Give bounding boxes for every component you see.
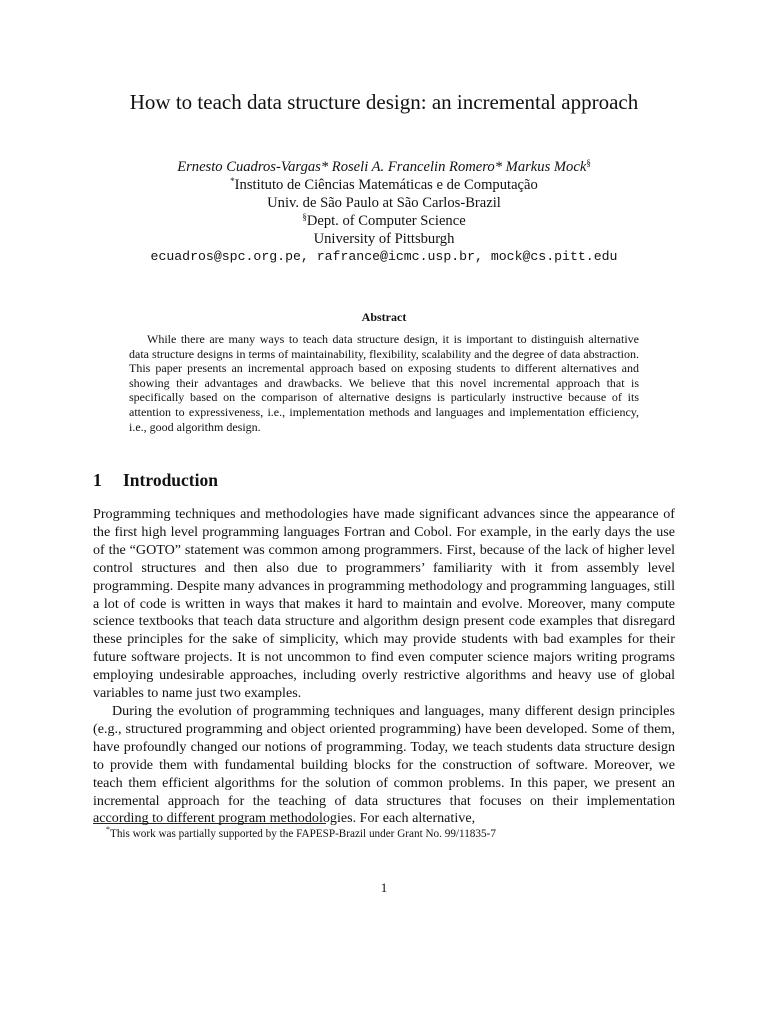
affiliation-2-place: University of Pittsburgh (313, 231, 455, 247)
paragraph-1: Programming techniques and methodologies have made significant advances since the appearance of the first high level programming languages Fortran and Cobol. For example, in the early days the use of the “GOTO” statement was common among programmers. First, because of the lack of higher level control structures and then also due to programmers’ familiarity with it from assembly level programming. Despite many advances in programming methodology and programming languages, still a lot of code is written in ways that makes it hard to maintain and evolve. Moreover, many compute science textbooks that teach data structure and algorithm design present code examples that disregard these principles for the sake of simplicity, which may provide students with bad examples for their future software projects. It is not uncommon to find even computer science majors writing programs employing undesirable approaches, including overly restrictive algorithms and heavy use of global variables to name just two examples. (93, 506, 675, 702)
author-names: Ernesto Cuadros-Vargas* Roseli A. Francelin Romero* Markus Mock (177, 159, 587, 175)
affiliation-1-name: Instituto de Ciências Matemáticas e de Computação (234, 177, 538, 193)
affiliation-2-mark: § (302, 212, 307, 222)
section-title: Introduction (123, 470, 218, 490)
footnote-rule (93, 823, 326, 824)
author-emails: ecuadros@spc.org.pe, rafrance@icmc.usp.br, mock@cs.pitt.edu (150, 249, 618, 264)
section-body (93, 506, 675, 828)
section-heading (93, 470, 218, 491)
affiliation-1-place: Univ. de São Paulo at São Carlos-Brazil (267, 195, 501, 211)
paper-title: How to teach data structure design: an incremental approach (129, 90, 639, 114)
footnote (106, 827, 496, 841)
author-block (60, 158, 708, 266)
affiliation-1 (60, 176, 708, 194)
abstract-heading: Abstract (361, 310, 407, 324)
footnote-mark: * (106, 825, 110, 834)
abstract-text: While there are many ways to teach data structure design, it is important to distinguish alternative data structure designs in terms of maintainability, flexibility, scalability and the degree of data abstraction. This paper presents an incremental approach based on exposing students to different alternatives and showing their advantages and drawbacks. We believe that this novel incremental approach that is specifically based on the comparison of alternative designs is particularly instructive because of its attention to expressiveness, i.e., implementation methods and languages and implementation efficiency, i.e., good algorithm design. (129, 332, 639, 434)
page-number: 1 (380, 880, 388, 895)
author-footnote-mark: § (586, 158, 591, 168)
affiliation-2 (60, 212, 708, 230)
affiliation-2-name: Dept. of Computer Science (306, 213, 466, 229)
section-number: 1 (93, 470, 102, 490)
paragraph-2: During the evolution of programming techniques and languages, many different design principles (e.g., structured programming and object oriented programming) have been developed. Some of them, have profoundly changed our notions of programming. Today, we teach students data structure design to provide them with fundamental building blocks for the construction of software. Moreover, we teach them efficient algorithms for the solution of common problems. In this paper, we present an incremental approach for the teaching of data structures that focuses on their implementation according to different program methodologies. For each alternative, (93, 702, 675, 827)
affiliation-1-mark: * (230, 176, 235, 186)
footnote-text: This work was partially supported by the FAPESP-Brazil under Grant No. 99/11835-7 (110, 828, 496, 840)
author-line (60, 158, 708, 176)
